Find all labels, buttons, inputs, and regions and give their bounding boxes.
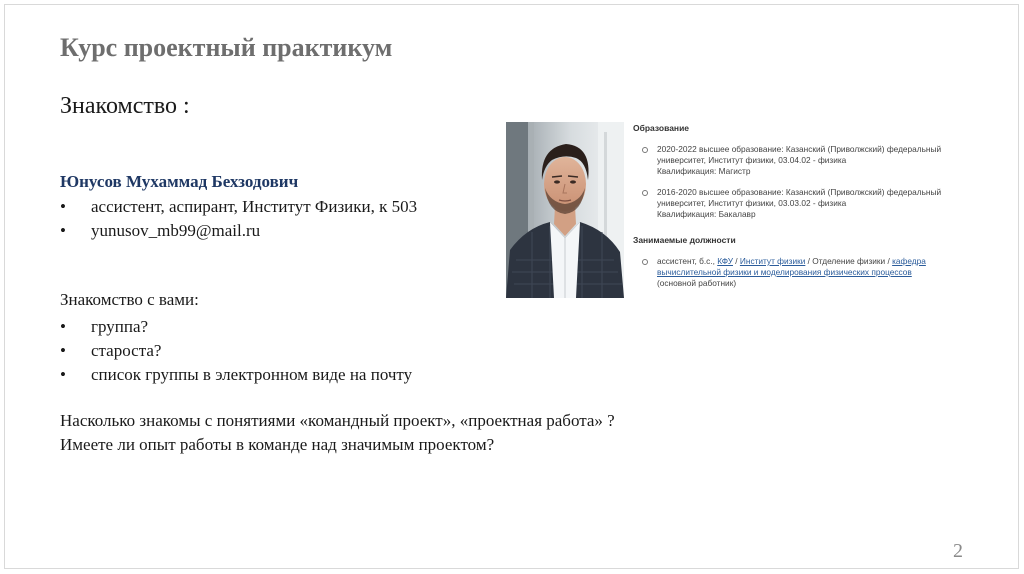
list-item [60,363,412,387]
education-line: 2020-2022 высшее образование: Казанский (Приволжский) федеральный [657,144,942,154]
person-position: ассистент, аспирант, Институт Физики, к 503 [91,197,418,216]
portrait-photo [506,122,624,298]
bullet-icon: • [60,317,66,336]
education-line: университет, Институт физики, 03.03.02 - физика [657,198,847,208]
page-number: 2 [953,540,963,562]
person-name: Юнусов Мухаммад Бехзодович [60,172,299,191]
list-item [60,339,412,363]
department-link[interactable]: кафедра [892,256,926,266]
bullet-icon: • [60,197,66,216]
meet-item-group: группа? [91,317,149,336]
bullet-icon: • [60,221,66,240]
position-separator: / [732,256,740,266]
position-separator: / Отделение физики / [805,256,893,266]
education-heading: Образование [633,123,690,133]
list-item [60,219,417,243]
slide-title: Курс проектный практикум [60,33,393,62]
education-entry-bachelor [633,187,973,220]
education-qualification: Квалификация: Магистр [657,166,751,176]
department-link-continued[interactable]: вычислительной физики и моделирования физических процессов [657,267,912,277]
meet-item-head: староста? [91,341,162,360]
question-familiarity: Насколько знакомы с понятиями «командный проект», «проектная работа» ? [60,411,615,430]
institute-link[interactable]: Институт физики [739,256,806,266]
meet-item-list: список группы в электронном виде на почту [91,365,413,384]
education-qualification: Квалификация: Бакалавр [657,209,756,219]
person-details-list [60,195,417,243]
portrait-illustration [506,122,624,298]
question-experience: Имеете ли опыт работы в команде над значимым проектом? [60,435,495,454]
kfu-link[interactable]: КФУ [717,256,733,266]
education-line: 2016-2020 высшее образование: Казанский (Приволжский) федеральный [657,187,942,197]
bullet-icon: • [60,365,66,384]
position-entry [633,256,973,289]
positions-heading: Занимаемые должности [633,235,736,245]
university-profile [633,122,973,289]
meet-list [60,315,412,387]
education-entry-masters [633,144,973,177]
circle-bullet-icon [642,147,648,153]
person-email: yunusov_mb99@mail.ru [91,221,261,240]
education-line: университет, Институт физики, 03.04.02 - физика [657,155,847,165]
meet-label: Знакомство с вами: [60,290,199,309]
circle-bullet-icon [642,190,648,196]
list-item [60,195,417,219]
slide-subtitle: Знакомство : [60,93,190,119]
position-prefix: ассистент, б.с., [657,256,718,266]
position-line [657,256,973,267]
position-role: (основной работник) [657,278,737,288]
list-item [60,315,412,339]
circle-bullet-icon [642,259,648,265]
bullet-icon: • [60,341,66,360]
position-line [657,267,973,278]
